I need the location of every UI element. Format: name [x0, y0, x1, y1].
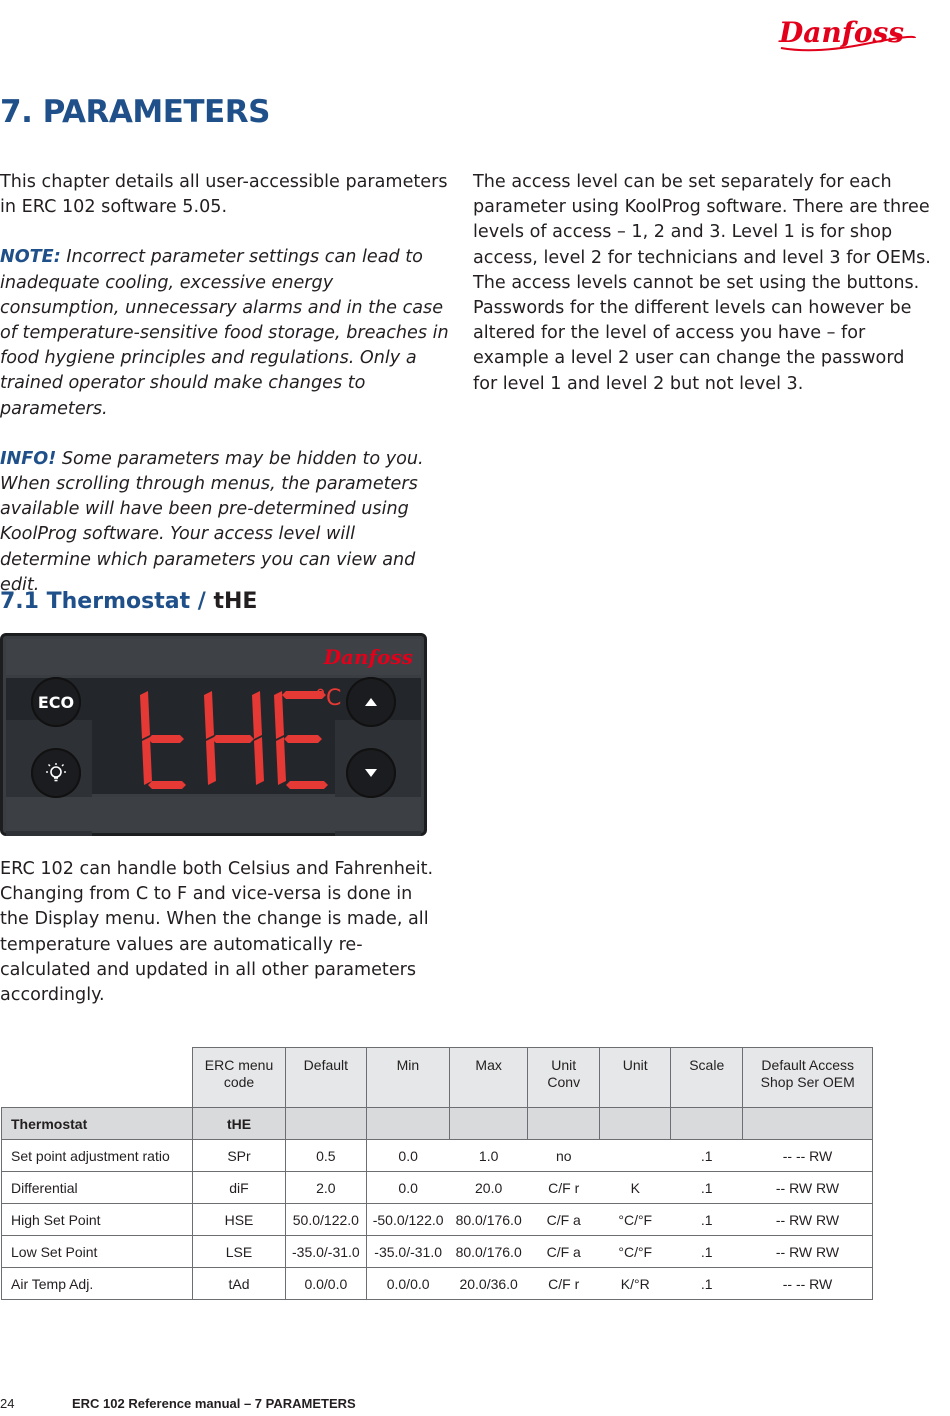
parameter-table [1, 1047, 873, 1300]
section-code-cell: tHE [193, 1108, 286, 1140]
info-text: Some parameters may be hidden to you. When scrolling through menus, the parameters available will have been pre-determined using KoolProg software. Your access level will determine which parameters you can view and edit. [0, 448, 424, 595]
svg-text:Danfoss: Danfoss [779, 16, 905, 49]
table-row: Differential diF 2.0 0.0 20.0 C/F r K .1 -- RW RW [2, 1172, 873, 1204]
up-button [346, 677, 396, 727]
table-section-row [2, 1108, 873, 1140]
danfoss-logo [775, 8, 920, 60]
triangle-up-icon [364, 697, 378, 707]
header-max: Max [450, 1048, 528, 1108]
seven-segment-display [126, 689, 336, 793]
device-logo: Danfoss [323, 645, 413, 669]
page-title: 7. PARAMETERS [0, 94, 270, 130]
access-level-text: The access level can be set separately for each parameter using KoolProg software. There are three levels of access – 1, 2 and 3. Level 1 is for shop access, level 2 for technicians and level 3 for OEMs. The access levels cannot be set using the buttons. Passwords for the different levels can however be altered for the level of access you have – for example a level 2 user can change the password for level 1 and level 2 but not level 3. [473, 172, 931, 394]
header-scale: Scale [671, 1048, 743, 1108]
section-code: tHE [213, 589, 258, 614]
note-paragraph [0, 245, 450, 421]
header-unit: Unit [600, 1048, 671, 1108]
footer-title: ERC 102 Reference manual – 7 PARAMETERS [72, 1396, 356, 1411]
triangle-down-icon [364, 768, 378, 778]
light-bulb-icon [44, 761, 68, 785]
table-row: High Set Point HSE 50.0/122.0 -50.0/122.0 80.0/176.0 C/F a °C/°F .1 -- RW RW [2, 1204, 873, 1236]
header-code: ERC menu code [193, 1048, 286, 1108]
header-access: Default Access Shop Ser OEM [743, 1048, 873, 1108]
display-digits [140, 691, 328, 789]
header-default: Default [286, 1048, 367, 1108]
section-name: Thermostat [2, 1108, 193, 1140]
info-label: INFO! [0, 448, 57, 469]
device-top-bar [6, 639, 421, 675]
table-header-row [2, 1048, 873, 1108]
right-column [473, 170, 933, 422]
header-unit-conv: Unit Conv [528, 1048, 600, 1108]
header-blank [2, 1048, 193, 1108]
section-title-text: 7.1 Thermostat / [0, 589, 214, 614]
device-bottom-bar [6, 797, 421, 831]
page-number: 24 [0, 1396, 15, 1411]
note-label: NOTE: [0, 247, 61, 268]
section-title [0, 589, 257, 614]
table-row: Air Temp Adj. tAd 0.0/0.0 0.0/0.0 20.0/36.0 C/F r K/°R .1 -- -- RW [2, 1268, 873, 1300]
table-row: Set point adjustment ratio SPr 0.5 0.0 1.0 no .1 -- -- RW [2, 1140, 873, 1172]
header-min: Min [366, 1048, 449, 1108]
eco-button [31, 677, 81, 727]
eco-label: ECO [37, 692, 75, 712]
table-row: Low Set Point LSE -35.0/-31.0 -35.0/-31.0 80.0/176.0 C/F a °C/°F .1 -- RW RW [2, 1236, 873, 1268]
intro-text: This chapter details all user-accessible parameters in ERC 102 software 5.05. [0, 172, 448, 218]
celsius-fahrenheit-text: ERC 102 can handle both Celsius and Fahrenheit. Changing from C to F and vice-versa is done in the Display menu. When the change is made, all temperature values are automatically re-calculated and updated in all other parameters accordingly. [0, 859, 434, 1006]
note-text: Incorrect parameter settings can lead to inadequate cooling, excessive energy consumption, unnecessary alarms and in the case of temperature-sensitive food storage, breaches in food hygiene principles and regulations. Only a trained operator should make changes to parameters. [0, 247, 449, 419]
left-column [0, 170, 450, 623]
light-button [31, 748, 81, 798]
unit-indicator: °C [315, 686, 342, 711]
controller-display-illustration [0, 633, 427, 836]
info-paragraph [0, 447, 450, 598]
down-button [346, 748, 396, 798]
